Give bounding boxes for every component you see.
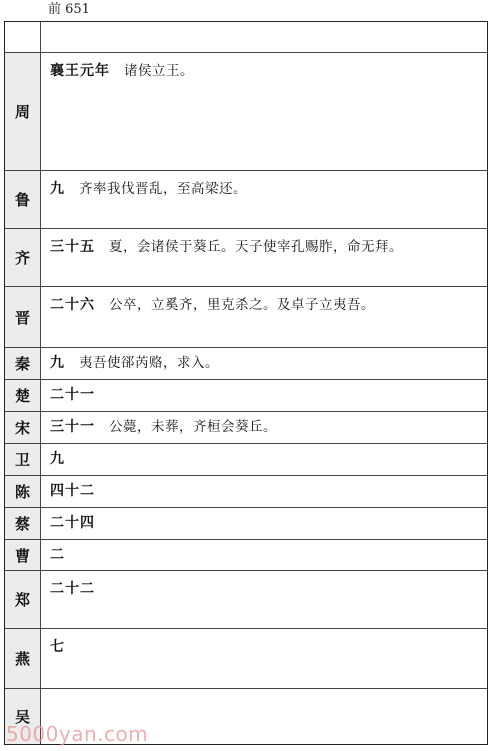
- state-label: 蔡: [5, 508, 41, 539]
- state-label: 楚: [5, 380, 41, 411]
- row-content: [50, 385, 481, 405]
- table-row: [5, 379, 487, 411]
- event-text: 诸侯立王。: [124, 63, 194, 79]
- table-row: [5, 347, 487, 379]
- year-count: 二十四: [50, 515, 95, 531]
- year-count: 九: [50, 181, 65, 197]
- state-label: 晋: [5, 287, 41, 347]
- table-row: [5, 507, 487, 539]
- year-count: 二十六: [50, 297, 95, 313]
- state-label: 周: [5, 53, 41, 170]
- year-count: 二十一: [50, 387, 95, 403]
- site-watermark: 5000yan.com: [6, 722, 149, 746]
- year-count: 七: [50, 639, 65, 655]
- event-text: 齐率我伐晋乱，至高梁还。: [79, 181, 247, 197]
- table-row: [5, 475, 487, 507]
- table-row: [5, 628, 487, 688]
- table-header-row: [5, 22, 487, 52]
- table-row: [5, 411, 487, 443]
- year-count: 襄王元年: [50, 63, 110, 79]
- row-content: [50, 61, 481, 81]
- state-label: 齐: [5, 229, 41, 286]
- table-row: [5, 570, 487, 628]
- row-content: [50, 179, 481, 199]
- table-row: [5, 286, 487, 347]
- year-count: 四十二: [50, 483, 95, 499]
- state-label: 曹: [5, 540, 41, 570]
- row-content: [50, 353, 481, 373]
- row-content: [50, 481, 481, 501]
- state-label: 卫: [5, 444, 41, 475]
- state-label: 陈: [5, 476, 41, 507]
- table-row: [5, 443, 487, 475]
- row-content: [50, 417, 481, 437]
- table-row: [5, 228, 487, 286]
- event-text: 夏，会诸侯于葵丘。天子使宰孔赐胙，命无拜。: [109, 239, 403, 255]
- table-row: [5, 170, 487, 228]
- table-row: [5, 539, 487, 570]
- year-count: 三十五: [50, 239, 95, 255]
- state-label: 燕: [5, 629, 41, 688]
- state-label: 秦: [5, 348, 41, 379]
- event-text: 夷吾使郤芮赂，求入。: [79, 355, 219, 371]
- state-label: 鲁: [5, 171, 41, 228]
- row-content: [50, 545, 481, 565]
- event-text: 公薨，未葬，齐桓会葵丘。: [109, 419, 277, 435]
- state-label: 郑: [5, 571, 41, 628]
- event-text: 公卒，立奚齐，里克杀之。及卓子立夷吾。: [109, 297, 375, 313]
- year-count: 九: [50, 451, 65, 467]
- header-state-cell: [5, 22, 41, 52]
- row-content: [50, 237, 481, 257]
- state-label: 吴: [5, 689, 41, 744]
- row-content: [50, 513, 481, 533]
- year-header: 前 651: [48, 2, 90, 17]
- year-count: 二: [50, 547, 65, 563]
- year-count: 三十一: [50, 419, 95, 435]
- chronology-table: [4, 21, 488, 745]
- state-label: 宋: [5, 412, 41, 443]
- table-row: [5, 52, 487, 170]
- row-content: [50, 579, 481, 599]
- year-count: 二十二: [50, 581, 95, 597]
- row-content: [50, 295, 481, 315]
- row-content: [50, 697, 481, 717]
- row-content: [50, 637, 481, 657]
- year-count: 九: [50, 355, 65, 371]
- row-content: [50, 449, 481, 469]
